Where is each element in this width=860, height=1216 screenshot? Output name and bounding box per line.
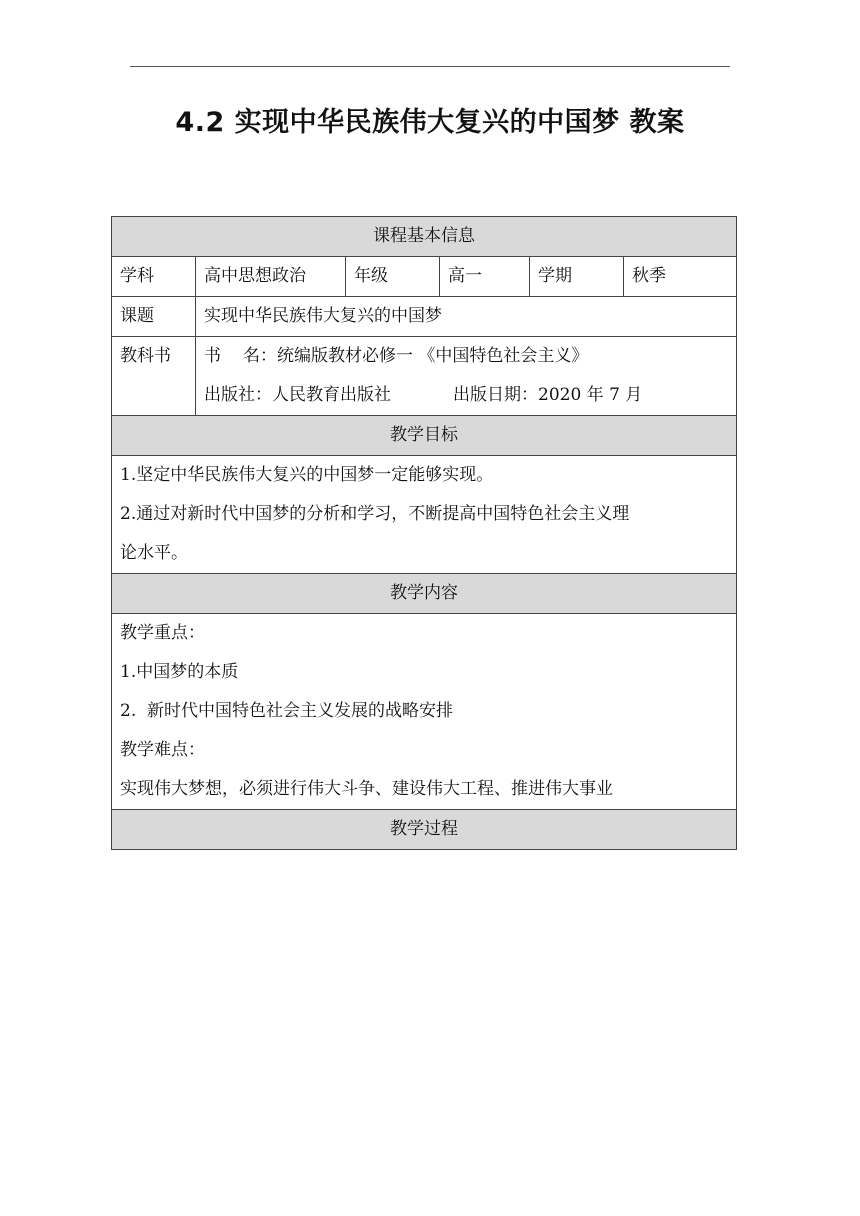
textbook-details [196, 337, 737, 416]
subject-row [112, 257, 737, 297]
book-name-label-suffix: 名： [243, 346, 277, 366]
content-row [112, 614, 737, 810]
content-line: 实现伟大梦想，必须进行伟大斗争、建设伟大工程、推进伟大事业 [120, 779, 613, 799]
content-line: 1.中国梦的本质 [120, 662, 239, 682]
grade-value: 高一 [440, 257, 530, 297]
section-teaching-goals [112, 416, 737, 456]
publisher-line [204, 376, 728, 415]
subject-value: 高中思想政治 [196, 257, 346, 297]
goals-content [112, 456, 737, 574]
textbook-label: 教科书 [112, 337, 196, 416]
section-header: 课程基本信息 [112, 217, 737, 257]
document-title: 4.2 实现中华民族伟大复兴的中国梦 教案 [175, 107, 685, 138]
term-value: 秋季 [624, 257, 737, 297]
difficulties-heading: 教学难点： [120, 740, 205, 760]
topic-row [112, 297, 737, 337]
book-name-value: 统编版教材必修一 《中国特色社会主义》 [277, 346, 589, 366]
goal-line: 论水平。 [120, 543, 188, 563]
subject-label: 学科 [112, 257, 196, 297]
publisher-value: 人民教育出版社 [272, 385, 391, 405]
section-header: 教学内容 [112, 574, 737, 614]
pub-date-value: 2020 年 7 月 [538, 385, 643, 405]
section-basic-info [112, 217, 737, 257]
topic-value: 实现中华民族伟大复兴的中国梦 [196, 297, 737, 337]
textbook-row [112, 337, 737, 416]
section-header: 教学过程 [112, 810, 737, 850]
header-rule [130, 66, 730, 67]
topic-label: 课题 [112, 297, 196, 337]
key-points-heading: 教学重点： [120, 623, 205, 643]
lesson-plan-table [111, 216, 737, 850]
content-line: 2. 新时代中国特色社会主义发展的战略安排 [120, 701, 454, 721]
book-name-label: 书 [204, 346, 221, 366]
pub-date-label: 出版日期： [453, 385, 538, 405]
grade-label: 年级 [346, 257, 440, 297]
content-body [112, 614, 737, 810]
goal-line: 2.通过对新时代中国梦的分析和学习，不断提高中国特色社会主义理 [120, 504, 630, 524]
section-teaching-process [112, 810, 737, 850]
section-header: 教学目标 [112, 416, 737, 456]
term-label: 学期 [530, 257, 624, 297]
book-name-line [204, 337, 728, 376]
goals-row [112, 456, 737, 574]
goal-line: 1.坚定中华民族伟大复兴的中国梦一定能够实现。 [120, 465, 494, 485]
publisher-label: 出版社： [204, 385, 272, 405]
section-teaching-content [112, 574, 737, 614]
